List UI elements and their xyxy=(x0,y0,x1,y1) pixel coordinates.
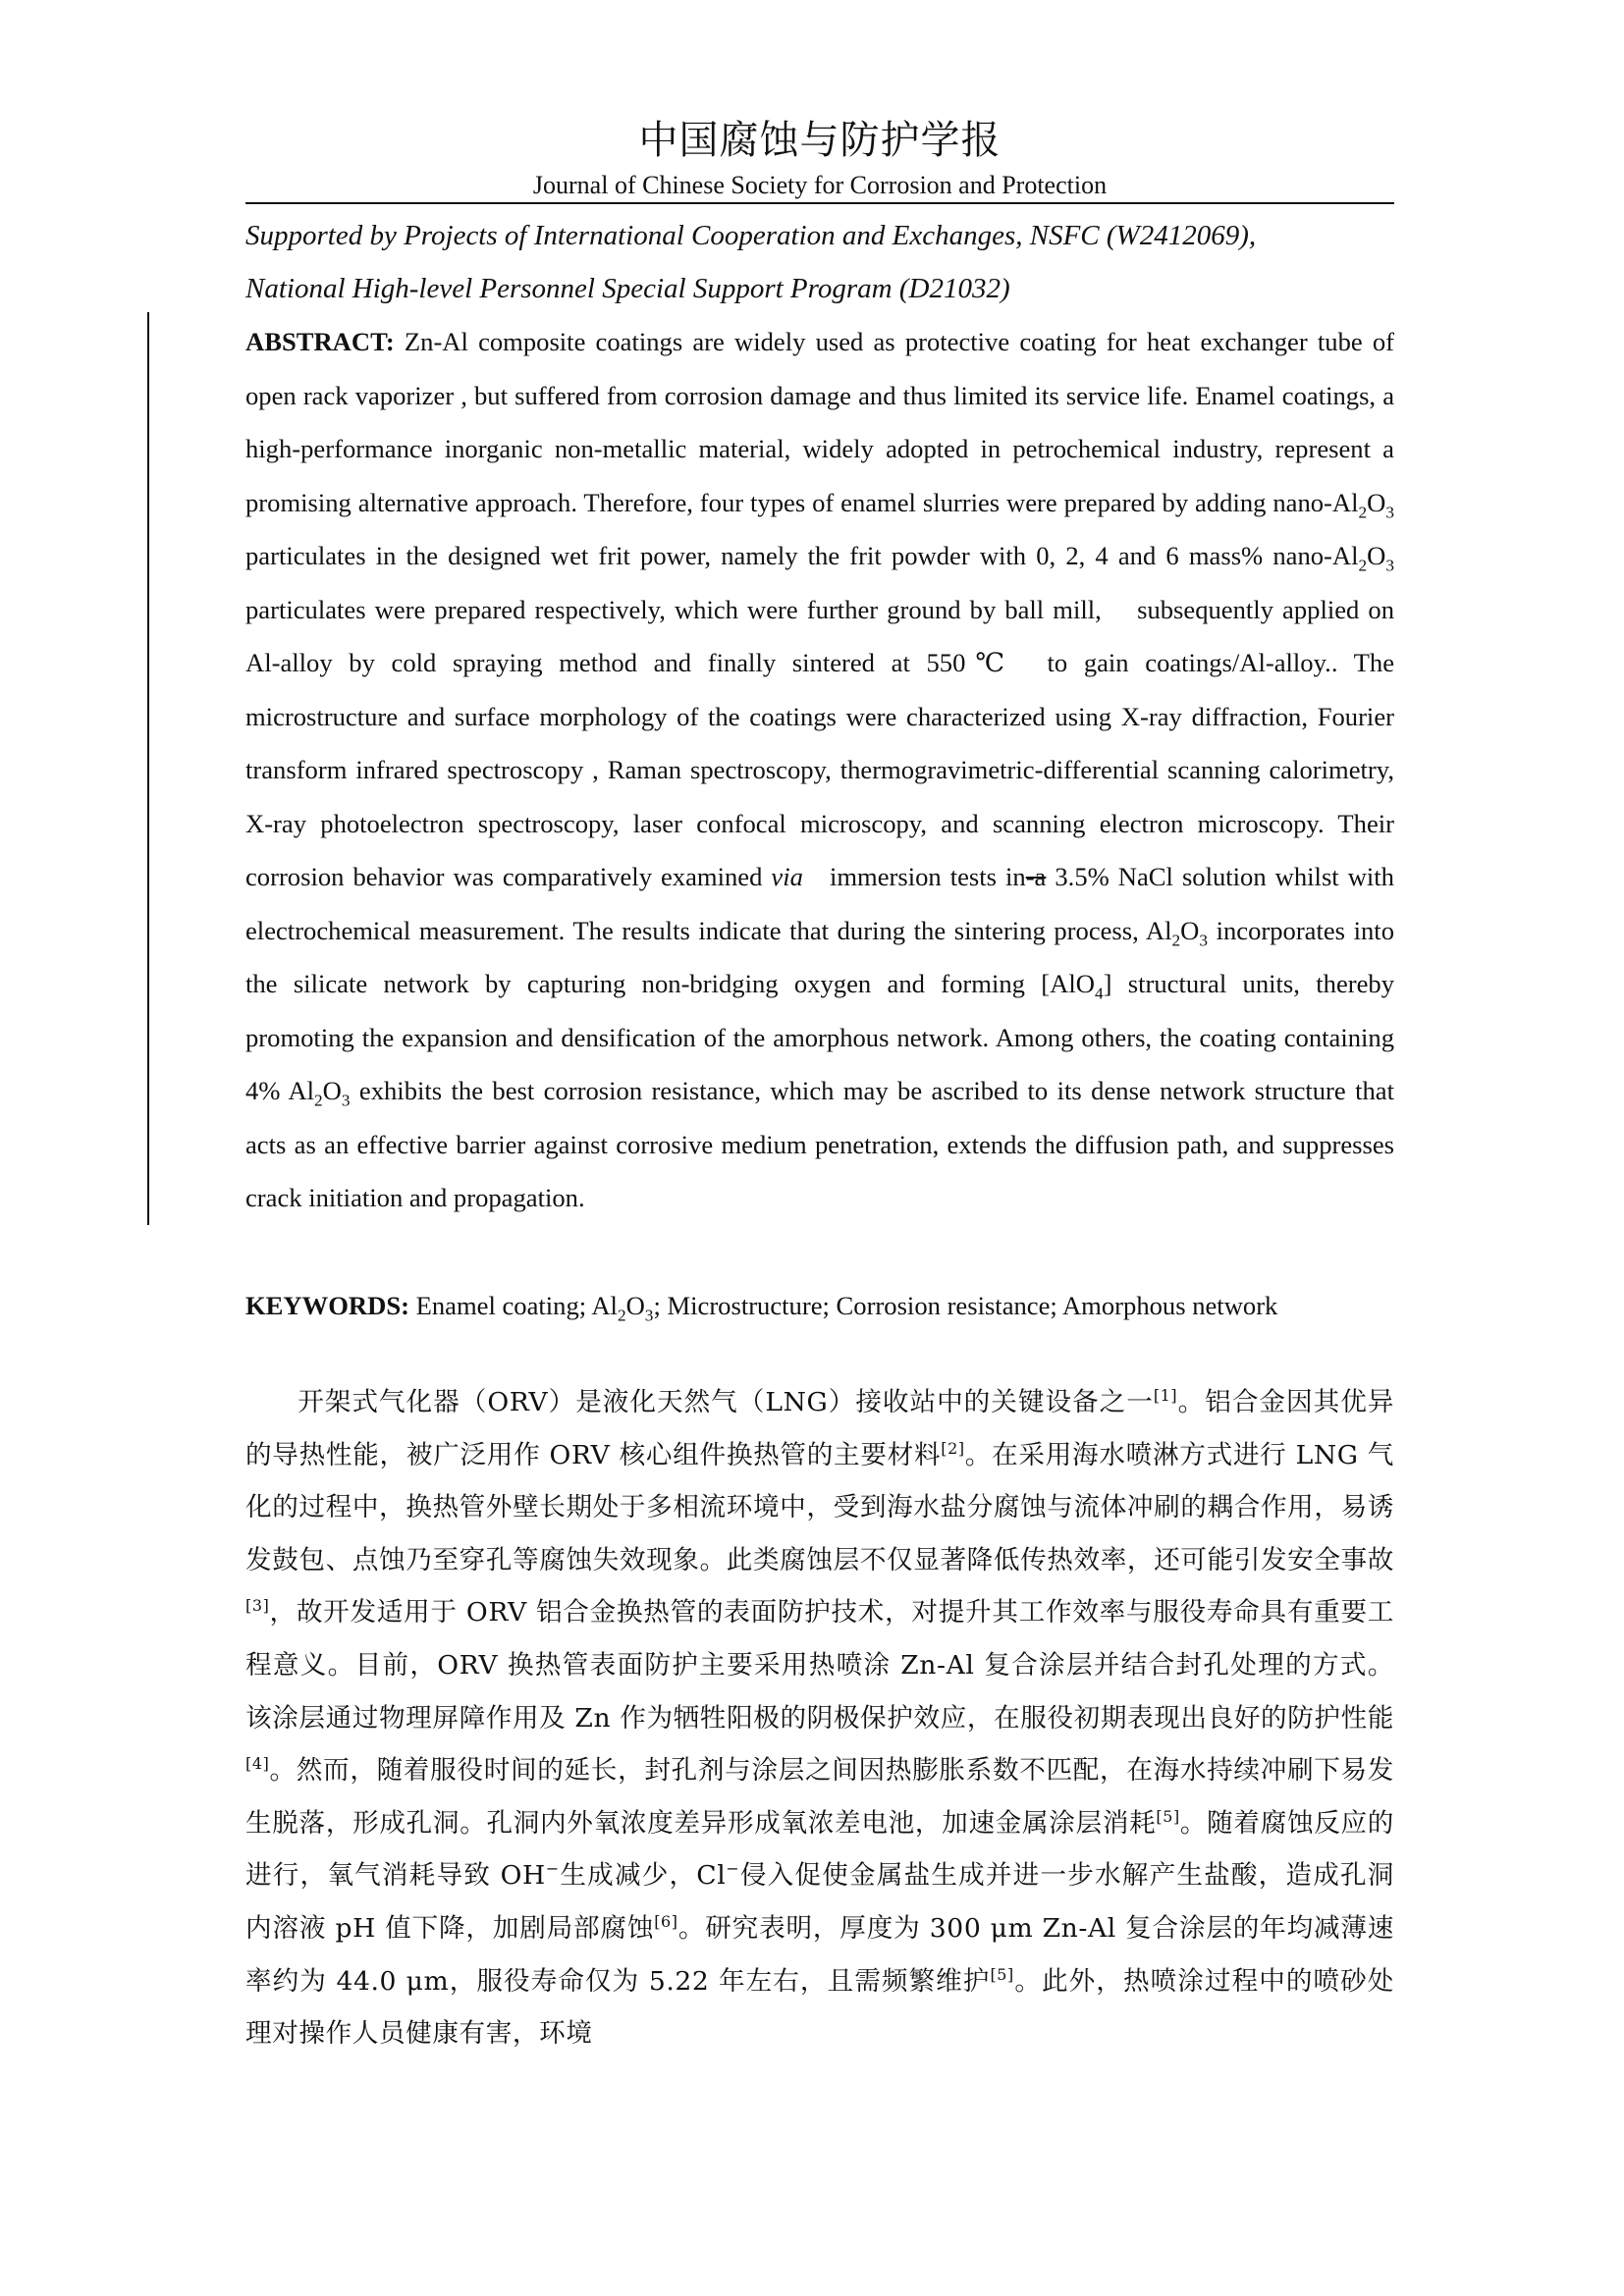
italic-via: via xyxy=(771,862,803,891)
citation-ref: [3] xyxy=(245,1596,270,1616)
citation-ref: [1] xyxy=(1153,1386,1178,1406)
funding-statement xyxy=(245,209,1394,315)
header-divider xyxy=(245,202,1394,204)
journal-title-english: Journal of Chinese Society for Corrosion and Protection xyxy=(532,171,1108,199)
citation-ref: [5] xyxy=(1156,1806,1180,1826)
revision-margin-bar xyxy=(147,312,149,1225)
journal-title-chinese: 中国腐蚀与防护学报 xyxy=(638,118,1001,162)
abstract-paragraph: ABSTRACT: Zn-Al composite coatings are widely used as protective coating for heat exchanger tube of open rack vaporizer , but suffered from corrosion damage and thus limited its service life. Enamel coatings, a high-performance inorganic non-metallic material, widely adopted in petrochemical industry, represent a promising alternative approach. Therefore, four types of enamel slurries were prepared by adding nano-$Al_2O_3$ particulates in the designed wet frit power, namely the frit powder with 0, 2, 4 and 6 mass% nano-$Al_2O_3$ particulates were prepared respectively, which were further ground by ball mill, subsequently applied on Al-alloy by cold spraying method and finally sintered at 550℃ to gain coatings/Al-alloy.. The microstructure and surface morphology of the coatings were characterized using X-ray diffraction, Fourier transform infrared spectroscopy , Raman spectroscopy, thermogravimetric-differential scanning calorimetry, X-ray photoelectron spectroscopy, laser confocal microscopy, and scanning electron microscopy. Their corrosion behavior was comparatively examined via immersion tests in-a 3.5% NaCl solution whilst with electrochemical measurement. The results indicate that during the sintering process, $Al_2O_3$ incorporates into the silicate network by capturing non-bridging oxygen and forming [AlO$_4$] structural units, thereby promoting the expansion and densification of the amorphous network. Among others, the coating containing 4% $Al_2O_3$ exhibits the best corrosion resistance, which may be ascribed to its dense network structure that acts as an effective barrier against corrosive medium penetration, extends the diffusion path, and suppresses crack initiation and propagation. xyxy=(245,327,1395,1212)
body-paragraph: 开架式气化器（ORV）是液化天然气（LNG）接收站中的关键设备之一[1]。铝合金因其优异的导热性能，被广泛用作 ORV 核心组件换热管的主要材料[2]。在采用海水喷淋方式进行 LNG 气化的过程中，换热管外壁长期处于多相流环境中，受到海水盐分腐蚀与流体冲刷的耦合作用，易诱发鼓包、点蚀乃至穿孔等腐蚀失效现象。此类腐蚀层不仅显著降低传热效率，还可能引发安全事故[3]，故开发适用于 ORV 铝合金换热管的表面防护技术，对提升其工作效率与服役寿命具有重要工程意义。目前，ORV 换热管表面防护主要采用热喷涂 Zn-Al 复合涂层并结合封孔处理的方式。该涂层通过物理屏障作用及 Zn 作为牺牲阳极的阴极保护效应，在服役初期表现出良好的防护性能[4]。然而，随着服役时间的延长，封孔剂与涂层之间因热膨胀系数不匹配，在海水持续冲刷下易发生脱落，形成孔洞。孔洞内外氧浓度差异形成氧浓差电池，加速金属涂层消耗[5]。随着腐蚀反应的进行，氧气消耗导致 OH−生成减少，Cl−侵入促使金属盐生成并进一步水解产生盐酸，造成孔洞内溶液 pH 值下降，加剧局部腐蚀[6]。研究表明，厚度为 300 μm Zn-Al 复合涂层的年均减薄速率约为 44.0 μm，服役寿命仅为 5.22 年左右，且需频繁维护[5]。此外，热喷涂过程中的喷砂处理对操作人员健康有害，环境 xyxy=(245,1386,1394,2050)
funding-line-1: Supported by Projects of International Cooperation and Exchanges, NSFC (W2412069), xyxy=(245,220,1257,251)
keywords-line: KEYWORDS: Enamel coating; $Al_2O_3$; Microstructure; Corrosion resistance; Amorphous network xyxy=(245,1291,1278,1325)
citation-ref: [4] xyxy=(245,1754,270,1774)
citation-ref: [5] xyxy=(990,1964,1014,1984)
citation-ref: [6] xyxy=(654,1912,678,1932)
funding-line-2: National High-level Personnel Special Support Program (D21032) xyxy=(245,273,1010,304)
citation-ref: [2] xyxy=(941,1438,965,1458)
strikethrough-text: -a xyxy=(1025,862,1047,891)
abstract-label: ABSTRACT: xyxy=(245,327,395,356)
keywords-label: KEYWORDS: xyxy=(245,1291,409,1320)
